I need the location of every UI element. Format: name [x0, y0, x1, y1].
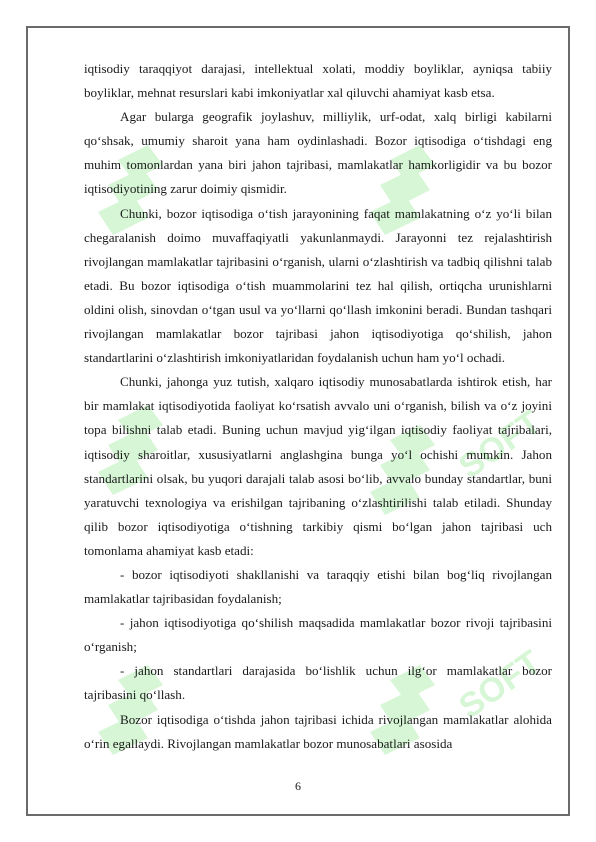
paragraph: Chunki, bozor iqtisodiga o‘tish jarayonining faqat mamlakatning o‘z yo‘li bilan chegaralanish doimo muvaffaqiyatli yakunlanmaydi. Jarayonni tez rejalashtirish rivojlangan mamlakatlar tajribasini o‘rganish, ularni o‘zlashtirish va tadbiq qilishni talab etadi. Bu bozor iqtisodiga o‘tish muammolarini tez hal qilish, ortiqcha urunishlarni oldini olish, sinovdan o‘tgan usul va yo‘llarni qo‘llash imkonini beradi. Bundan tashqari rivojlangan mamlakatlar bozor tajribasi jahon iqtisodiyotiga qo‘shilish, jahon standartlarini o‘zlashtirish imkoniyatlaridan foydalanish uchun ham yo‘l ochadi. [84, 205, 552, 366]
svg-text:SOFT: SOFT [452, 643, 549, 727]
paragraph: Agar bularga geografik joylashuv, milliylik, urf-odat, xalq birligi kabilarni qo‘shsak, umumiy sharoit yana ham oydinlashadi. Bozor iqtisodiga o‘tishdagi eng muhim tomonlardan yana biri jahon tajribasi, mamlakatlar hamkorligidir va bu bozor iqtisodiyotining zarur doimiy qismidir. [84, 109, 552, 197]
paragraph: Bozor iqtisodiga o‘tishda jahon tajribasi ichida rivojlangan mamlakatlar alohida o‘rin egallaydi. Rivojlangan mamlakatlar bozor munosabatlari asosida [84, 711, 552, 751]
list-item: - jahon iqtisodiyotiga qo‘shilish maqsadida mamlakatlar bozor rivoji tajribasini o‘rganish; [84, 615, 552, 655]
svg-text:SOFT: SOFT [452, 403, 549, 487]
page-number: 6 [295, 779, 301, 793]
body-text [84, 57, 552, 756]
list-item: - jahon standartlari darajasida bo‘lishlik uchun ilg‘or mamlakatlar bozor tajribasini qo‘llash. [84, 663, 552, 703]
paragraph: Chunki, jahonga yuz tutish, xalqaro iqtisodiy munosabatlarda ishtirok etish, har bir mamlakat iqtisodiyotida faoliyat ko‘rsatish avvalo uni o‘rganish, bilish va o‘z joyini topa bilishni talab etadi. Buning uchun mavjud yig‘ilgan iqtisodiy faoliyat tajribalari, iqtisodiy sharoitlar, xususiyatlarni anglashgina bunga yo‘l ochishi mumkin. Jahon standartlarini olsak, bu yuqori darajali talab asosi bo‘lib, avvalo bunday standartlar, buni yaratuvchi texnologiya va erishilgan tajribaning o‘zlashtirilishi talab etiladi. Shunday qilib bozor iqtisodiyotiga o‘tishning tarkibiy qismi bo‘lgan jahon tajribasi uch tomonlama ahamiyat kasb etadi: [84, 374, 552, 558]
paragraph: iqtisodiy taraqqiyot darajasi, intellektual xolati, moddiy boyliklar, ayniqsa tabiiy boyliklar, mehnat resurslari kabi imkoniyatlar xal qiluvchi ahamiyat kasb etsa. [84, 61, 552, 101]
list-item: - bozor iqtisodiyoti shakllanishi va taraqqiy etishi bilan bog‘liq rivojlangan mamlakatlar tajribasidan foydalanish; [84, 566, 552, 607]
